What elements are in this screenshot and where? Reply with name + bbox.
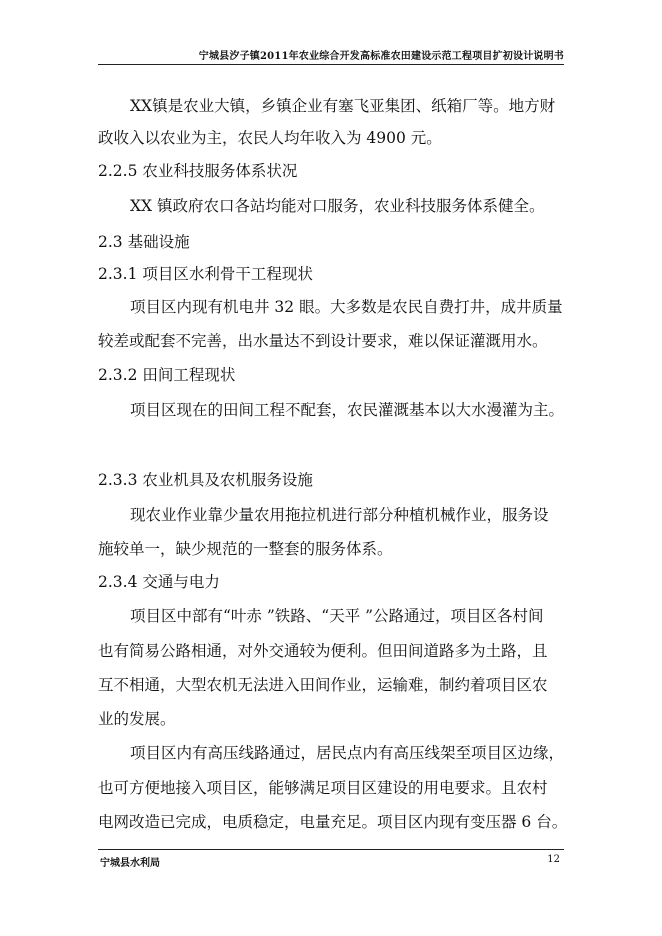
body-line: 现农业作业靠少量农用拖拉机进行部分种植机械作业，服务设 <box>130 506 549 524</box>
body-line: 施较单一，缺少规范的一整套的服务体系。 <box>98 540 393 558</box>
body-line: 项目区内有高压线路通过，居民点内有高压线架至项目区边缘， <box>130 744 565 762</box>
body-line: XX镇是农业大镇，乡镇企业有塞飞亚集团、纸箱厂等。地方财 <box>130 97 556 115</box>
body-line: 项目区中部有“叶赤 ”铁路、“天平 ”公路通过，项目区各村间 <box>130 607 544 625</box>
footer-rule <box>98 849 564 850</box>
body-line: 电网改造已完成，电质稳定，电量充足。项目区内现有变压器 6 台。 <box>98 813 568 831</box>
section-heading-2-3: 2.3 基础设施 <box>98 233 190 251</box>
body-line: 政收入以农业为主，农民人均年收入为 4900 元。 <box>98 129 442 147</box>
body-line: 业的发展。 <box>98 710 176 728</box>
header-rule <box>98 64 564 65</box>
section-heading-2-3-4: 2.3.4 交通与电力 <box>98 573 220 591</box>
section-heading-2-3-2: 2.3.2 田间工程现状 <box>98 366 236 384</box>
page-number: 12 <box>547 854 560 865</box>
body-line: 项目区内现有机电井 32 眼。大多数是农民自费打井，成井质量 <box>130 298 563 316</box>
body-line: 也有简易公路相通，对外交通较为便利。但田间道路多为土路，且 <box>98 642 548 660</box>
body-line: 较差或配套不完善，出水量达不到设计要求，难以保证灌溉用水。 <box>98 332 548 350</box>
body-line: 互不相通，大型农机无法进入田间作业，运输难，制约着项目区农 <box>98 676 548 694</box>
footer-org: 宁城县水利局 <box>100 858 160 869</box>
body-line: 项目区现在的田间工程不配套，农民灌溉基本以大水漫灌为主。 <box>130 401 565 419</box>
body-line: 也可方便地接入项目区，能够满足项目区建设的用电要求。且农村 <box>98 779 548 797</box>
header-title: 宁城县汐子镇2011年农业综合开发高标准农田建设示范工程项目扩初设计说明书 <box>198 51 564 62</box>
section-heading-2-3-3: 2.3.3 农业机具及农机服务设施 <box>98 471 313 489</box>
section-heading-2-3-1: 2.3.1 项目区水利骨干工程现状 <box>98 265 313 283</box>
section-heading-2-2-5: 2.2.5 农业科技服务体系状况 <box>98 162 298 180</box>
body-line: XX 镇政府农口各站均能对口服务，农业科技服务体系健全。 <box>130 197 545 215</box>
